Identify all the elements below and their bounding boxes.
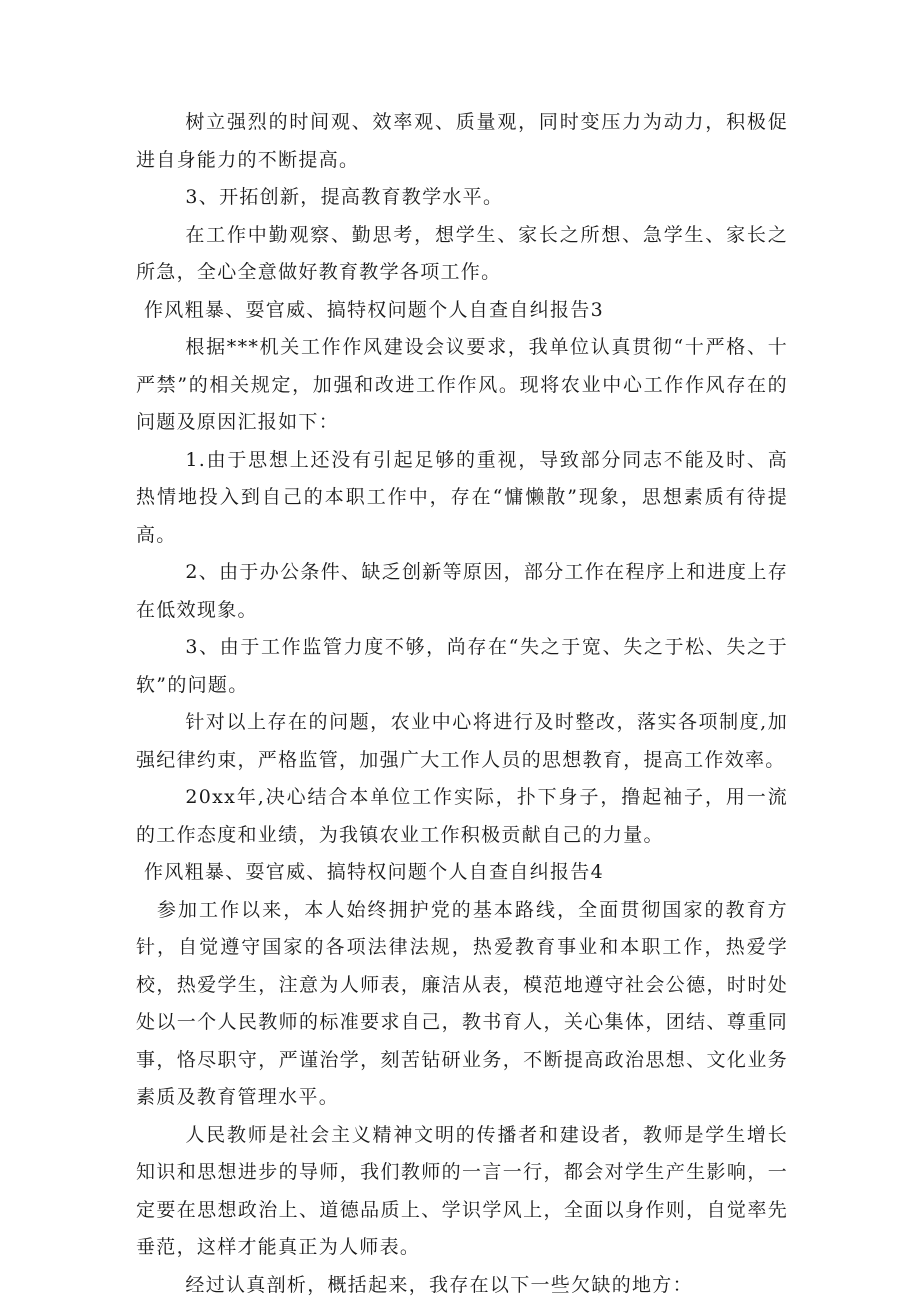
paragraph: 在工作中勤观察、勤思考，想学生、家长之所想、急学生、家长之所急，全心全意做好教育教学各项工作。 xyxy=(136,217,788,292)
paragraph: 参加工作以来，本人始终拥护党的基本路线，全面贯彻国家的教育方针，自觉遵守国家的各项法律法规，热爱教育事业和本职工作，热爱学校，热爱学生，注意为人师表，廉洁从表，模范地遵守社会公德，时时处处以一个人民教师的标准要求自己，教书育人，关心集体，团结、尊重同事，恪尽职守，严谨治学，刻苦钻研业务，不断提高政治思想、文化业务素质及教育管理水平。 xyxy=(136,892,788,1117)
paragraph: 20xx年,决心结合本单位工作实际，扑下身子，撸起袖子，用一流的工作态度和业绩，为我镇农业工作积极贡献自己的力量。 xyxy=(136,779,788,854)
paragraph: 3、开拓创新，提高教育教学水平。 xyxy=(136,179,788,217)
paragraph: 3、由于工作监管力度不够，尚存在“失之于宽、失之于松、失之于软”的问题。 xyxy=(136,629,788,704)
section-heading: 作风粗暴、耍官威、搞特权问题个人自查自纠报告3 xyxy=(144,292,788,330)
paragraph: 根据***机关工作作风建设会议要求，我单位认真贯彻“十严格、十严禁”的相关规定，加强和改进工作作风。现将农业中心工作作风存在的问题及原因汇报如下： xyxy=(136,329,788,442)
paragraph: 经过认真剖析，概括起来，我存在以下一些欠缺的地方： xyxy=(136,1267,788,1304)
section-heading: 作风粗暴、耍官威、搞特权问题个人自查自纠报告4 xyxy=(144,854,788,892)
paragraph: 1.由于思想上还没有引起足够的重视，导致部分同志不能及时、高热情地投入到自己的本职工作中，存在“慵懒散”现象，思想素质有待提高。 xyxy=(136,442,788,555)
paragraph: 针对以上存在的问题，农业中心将进行及时整改，落实各项制度,加强纪律约束，严格监管，加强广大工作人员的思想教育，提高工作效率。 xyxy=(136,704,788,779)
paragraph: 树立强烈的时间观、效率观、质量观，同时变压力为动力，积极促进自身能力的不断提高。 xyxy=(136,104,788,179)
paragraph: 人民教师是社会主义精神文明的传播者和建设者，教师是学生增长知识和思想进步的导师，我们教师的一言一行，都会对学生产生影响，一定要在思想政治上、道德品质上、学识学风上，全面以身作则，自觉率先垂范，这样才能真正为人师表。 xyxy=(136,1117,788,1267)
paragraph: 2、由于办公条件、缺乏创新等原因，部分工作在程序上和进度上存在低效现象。 xyxy=(136,554,788,629)
